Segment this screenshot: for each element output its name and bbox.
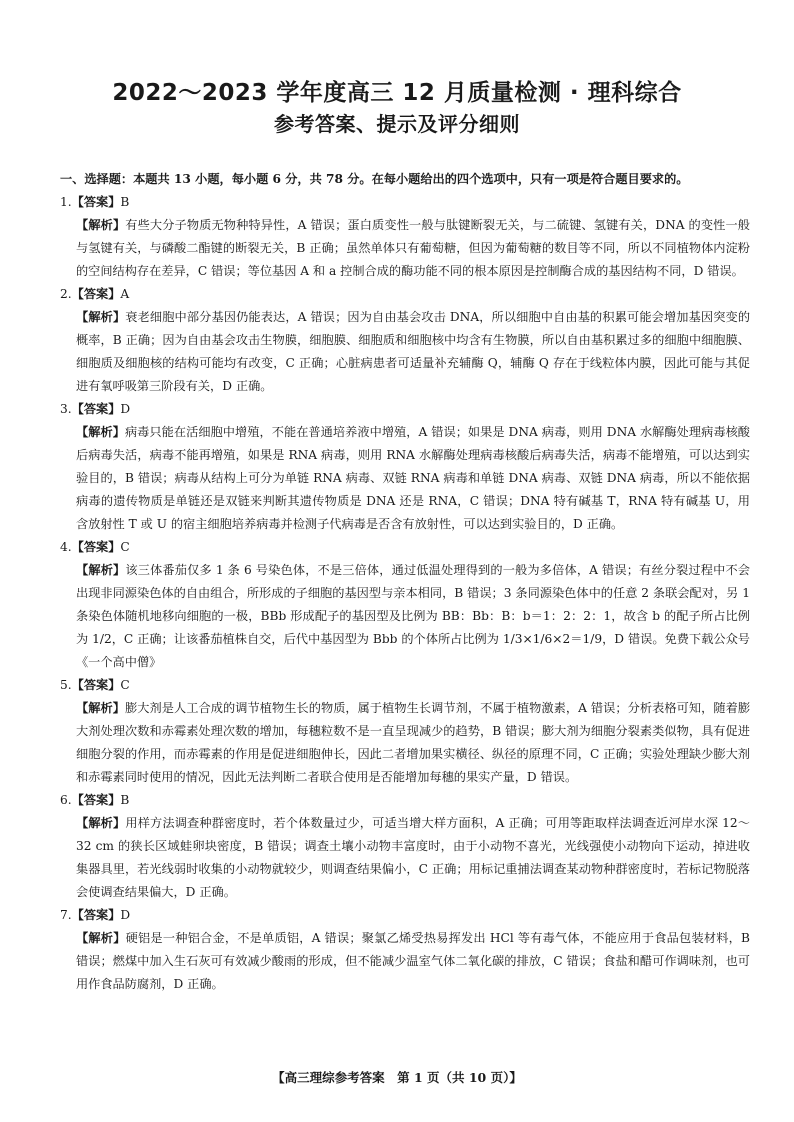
answer-tag: 【答案】 xyxy=(71,195,121,209)
explanation xyxy=(76,306,750,398)
explanation-text: 该三体番茄仅多 1 条 6 号染色体，不是三倍体，通过低温处理得到的一般为多倍体，A 错误；有丝分裂过程中不会出现非同源染色体的自由组合，所形成的子细胞的基因型与亲本相同，B 错误；3 条同源染色体中的任意 2 条联会配对，另 1 条染色体随机地移向细胞的一极，BBb 形成配子的基因型及比例为 BB：Bb：B：b＝1：2：2：1，故含 b 的配子所占比例为 1/2，C 正确；让该番茄植株自交，后代中基因型为 Bbb 的个体所占比例为 1/3×1/6×2＝1/9，D 错误。免费下载公众号《一个高中僧》 xyxy=(76,563,750,669)
answer-line xyxy=(60,398,750,421)
answer-line xyxy=(60,283,750,306)
answer-tag: 【答案】 xyxy=(71,678,121,692)
question-number: 6. xyxy=(60,793,72,807)
explanation-tag: 【解析】 xyxy=(76,563,126,577)
question-number: 5. xyxy=(60,678,72,692)
question-number: 1. xyxy=(60,195,72,209)
question-4 xyxy=(60,536,750,674)
explanation-tag: 【解析】 xyxy=(76,701,125,715)
answer-tag: 【答案】 xyxy=(71,540,121,554)
explanation-tag: 【解析】 xyxy=(76,310,126,324)
answer-value: B xyxy=(120,793,130,807)
answer-tag: 【答案】 xyxy=(71,908,121,922)
question-5 xyxy=(60,674,750,789)
answer-tag: 【答案】 xyxy=(71,793,121,807)
answer-tag: 【答案】 xyxy=(71,287,121,301)
document-subtitle: 参考答案、提示及评分细则 xyxy=(274,112,520,136)
question-number: 3. xyxy=(60,402,72,416)
explanation-tag: 【解析】 xyxy=(76,425,125,439)
explanation-text: 膨大剂是人工合成的调节植物生长的物质，属于植物生长调节剂，不属于植物激素，A 错误；分析表格可知，随着膨大剂处理次数和赤霉素处理次数的增加，每穗粒数不是一直呈现减少的趋势，B 错误；膨大剂为细胞分裂素类似物，具有促进细胞分裂的作用，而赤霉素的作用是促进细胞伸长，因此二者增加果实横径、纵径的原理不同，C 正确；实验处理缺少膨大剂和赤霉素同时使用的情况，因此无法判断二者联合使用是否能增加每穗的果实产量，D 错误。 xyxy=(76,701,751,784)
explanation-text: 硬铝是一种铝合金，不是单质铝，A 错误；聚氯乙烯受热易挥发出 HCl 等有毒气体，不能应用于食品包装材料，B 错误；燃煤中加入生石灰可有效减少酸雨的形成，但不能减少温室气体二氧化碳的排放，C 错误；食盐和醋可作调味剂，也可用作食品防腐剂，D 正确。 xyxy=(76,931,751,991)
answer-value: B xyxy=(120,195,130,209)
answer-value: A xyxy=(120,287,130,301)
explanation-tag: 【解析】 xyxy=(76,218,126,232)
answer-line xyxy=(60,789,750,812)
explanation-text: 病毒只能在活细胞中增殖，不能在普通培养液中增殖，A 错误；如果是 DNA 病毒，则用 DNA 水解酶处理病毒核酸后病毒失活，病毒不能再增殖，如果是 RNA 病毒，则用 RNA 水解酶处理病毒核酸后病毒失活，病毒不能增殖，可以达到实验目的，B 错误；病毒从结构上可分为单链 RNA 病毒、双链 RNA 病毒和单链 DNA 病毒、双链 DNA 病毒，所以不能依据病毒的遗传物质是单链还是双链来判断其遗传物质是 DNA 还是 RNA，C 错误；DNA 特有碱基 T，RNA 特有碱基 U，用含放射性 T 或 U 的宿主细胞培养病毒并检测子代病毒是否含有放射性，可以达到实验目的，D 正确。 xyxy=(76,425,750,531)
answer-value: C xyxy=(120,678,130,692)
explanation xyxy=(76,927,750,996)
explanation xyxy=(76,559,750,674)
explanation xyxy=(76,214,750,283)
question-6 xyxy=(60,789,750,904)
answer-value: D xyxy=(120,402,131,416)
document-title: 2022～2023 学年度高三 12 月质量检测 · 理科综合 xyxy=(112,80,682,106)
answer-line xyxy=(60,904,750,927)
answer-line xyxy=(60,674,750,697)
explanation-text: 用样方法调查种群密度时，若个体数量过少，可适当增大样方面积，A 正确；可用等距取样法调查近河岸水深 12～32 cm 的狭长区域蛙卵块密度，B 错误；调查土壤小动物丰富度时，由于小动物不喜光，光线强使小动物向下运动，掉进收集器具里，若光线弱时收集的小动物就较少，则调查结果偏小，C 正确；用标记重捕法调查某动物种群密度时，若标记物脱落会使调查结果偏大，D 正确。 xyxy=(76,816,750,899)
page-footer: 【高三理综参考答案 第 1 页（共 10 页）】 xyxy=(272,1070,522,1085)
explanation-text: 有些大分子物质无物种特异性，A 错误；蛋白质变性一般与肽键断裂无关，与二硫键、氢键有关，DNA 的变性一般与氢键有关，与磷酸二酯键的断裂无关，B 正确；虽然单体只有葡萄糖，但因为葡萄糖的数目等不同，所以不同植物体内淀粉的空间结构存在差异，C 错误；等位基因 A 和 a 控制合成的酶功能不同的根本原因是控制酶合成的基因结构不同，D 错误。 xyxy=(76,218,750,278)
explanation-tag: 【解析】 xyxy=(76,931,126,945)
section-heading: 一、选择题：本题共 13 小题，每小题 6 分，共 78 分。在每小题给出的四个选项中，只有一项是符合题目要求的。 xyxy=(60,172,689,186)
explanation xyxy=(76,812,750,904)
answer-content xyxy=(60,168,750,996)
explanation xyxy=(76,421,750,536)
answer-value: D xyxy=(120,908,131,922)
answer-value: C xyxy=(120,540,130,554)
explanation-tag: 【解析】 xyxy=(76,816,126,830)
explanation xyxy=(76,697,750,789)
question-2 xyxy=(60,283,750,398)
explanation-text: 衰老细胞中部分基因仍能表达，A 错误；因为自由基会攻击 DNA，所以细胞中自由基的积累可能会增加基因突变的概率，B 正确；因为自由基会攻击生物膜，细胞膜、细胞质和细胞核中均含有生物膜，所以自由基积累过多的细胞中细胞膜、细胞质及细胞核的结构可能均有改变，C 正确；心脏病患者可适量补充辅酶 Q，辅酶 Q 存在于线粒体内膜，因此可能与其促进有氧呼吸第三阶段有关，D 正确。 xyxy=(76,310,751,393)
answer-line xyxy=(60,536,750,559)
question-number: 7. xyxy=(60,908,72,922)
question-number: 2. xyxy=(60,287,72,301)
question-number: 4. xyxy=(60,540,72,554)
answer-tag: 【答案】 xyxy=(71,402,121,416)
question-1 xyxy=(60,191,750,283)
answer-line xyxy=(60,191,750,214)
question-3 xyxy=(60,398,750,536)
question-7 xyxy=(60,904,750,996)
